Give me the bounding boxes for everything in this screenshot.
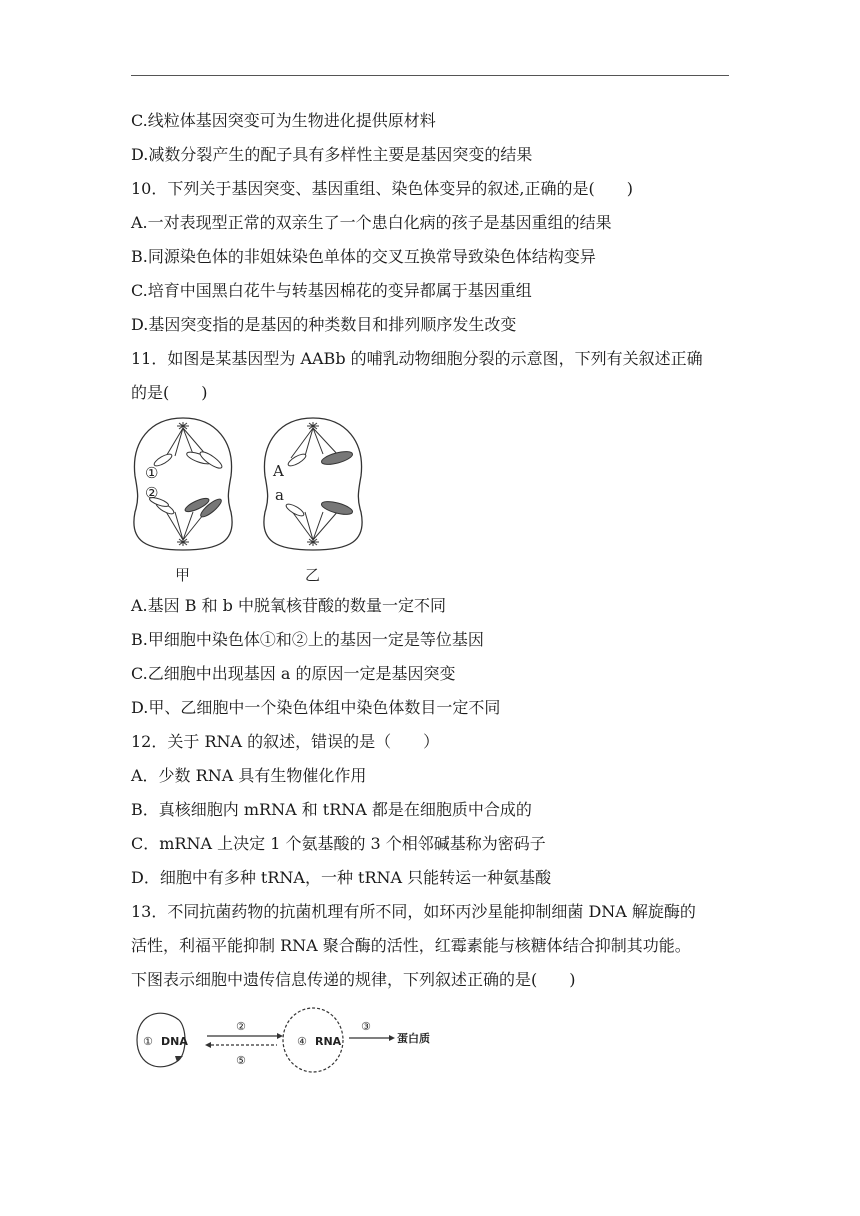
flow-n4: ④ — [297, 1035, 307, 1048]
flow-n3: ③ — [361, 1020, 371, 1033]
label-yi: 乙 — [305, 566, 321, 584]
q10-option-d: D.基因突变指的是基因的种类数目和排列顺序发生改变 — [131, 315, 517, 334]
q9-option-d: D.减数分裂产生的配子具有多样性主要是基因突变的结果 — [131, 145, 533, 164]
q12-option-c: C．mRNA 上决定 1 个氨基酸的 3 个相邻碱基称为密码子 — [131, 834, 546, 853]
q11-option-d: D.甲、乙细胞中一个染色体组中染色体数目一定不同 — [131, 698, 501, 717]
q10-option-b: B.同源染色体的非姐妹染色单体的交叉互换常导致染色体结构变异 — [131, 247, 596, 266]
q12-option-b: B．真核细胞内 mRNA 和 tRNA 都是在细胞质中合成的 — [131, 800, 532, 819]
q11-option-a: A.基因 B 和 b 中脱氧核苷酸的数量一定不同 — [131, 596, 446, 615]
q11-stem-cont: 的是( ) — [131, 383, 208, 402]
flow-n2: ② — [236, 1020, 246, 1033]
q12-stem: 12．关于 RNA 的叙述，错误的是（ ） — [131, 732, 440, 751]
q10-stem: 10．下列关于基因突变、基因重组、染色体变异的叙述,正确的是( ) — [131, 179, 633, 198]
q10-option-c: C.培育中国黑白花牛与转基因棉花的变异都属于基因重组 — [131, 281, 532, 300]
q12-option-a: A．少数 RNA 具有生物催化作用 — [131, 766, 367, 785]
q13-stem-3: 下图表示细胞中遗传信息传递的规律，下列叙述正确的是( ) — [131, 970, 576, 989]
header-rule — [131, 75, 729, 76]
q11-option-c: C.乙细胞中出现基因 a 的原因一定是基因突变 — [131, 664, 456, 683]
flow-dna: DNA — [161, 1035, 188, 1048]
q10-option-a: A.一对表现型正常的双亲生了一个患白化病的孩子是基因重组的结果 — [131, 213, 612, 232]
gene-A-label: A — [273, 462, 284, 480]
q11-stem: 11．如图是某基因型为 AABb 的哺乳动物细胞分裂的示意图，下列有关叙述正确 — [131, 349, 703, 368]
q12-option-d: D．细胞中有多种 tRNA，一种 tRNA 只能转运一种氨基酸 — [131, 868, 552, 887]
flow-n1: ① — [143, 1035, 153, 1048]
flow-rna: RNA — [315, 1035, 342, 1048]
gene-a-label: a — [275, 486, 284, 504]
q13-stem-2: 活性，利福平能抑制 RNA 聚合酶的活性，红霉素能与核糖体结合抑制其功能。 — [131, 936, 691, 955]
cell-division-figure — [131, 412, 371, 590]
q13-stem-1: 13．不同抗菌药物的抗菌机理有所不同，如环丙沙星能抑制细菌 DNA 解旋酶的 — [131, 902, 696, 921]
chromosome-2-mark: ② — [145, 484, 159, 502]
q9-option-c: C.线粒体基因突变可为生物进化提供原材料 — [131, 111, 436, 130]
q11-option-b: B.甲细胞中染色体①和②上的基因一定是等位基因 — [131, 630, 484, 649]
info-flow-diagram — [131, 1004, 451, 1076]
chromosome-1-mark: ① — [145, 464, 159, 482]
flow-protein: 蛋白质 — [397, 1032, 430, 1045]
cell-yi-outline — [264, 418, 362, 550]
flow-n5: ⑤ — [236, 1054, 246, 1067]
label-jia: 甲 — [175, 566, 191, 584]
